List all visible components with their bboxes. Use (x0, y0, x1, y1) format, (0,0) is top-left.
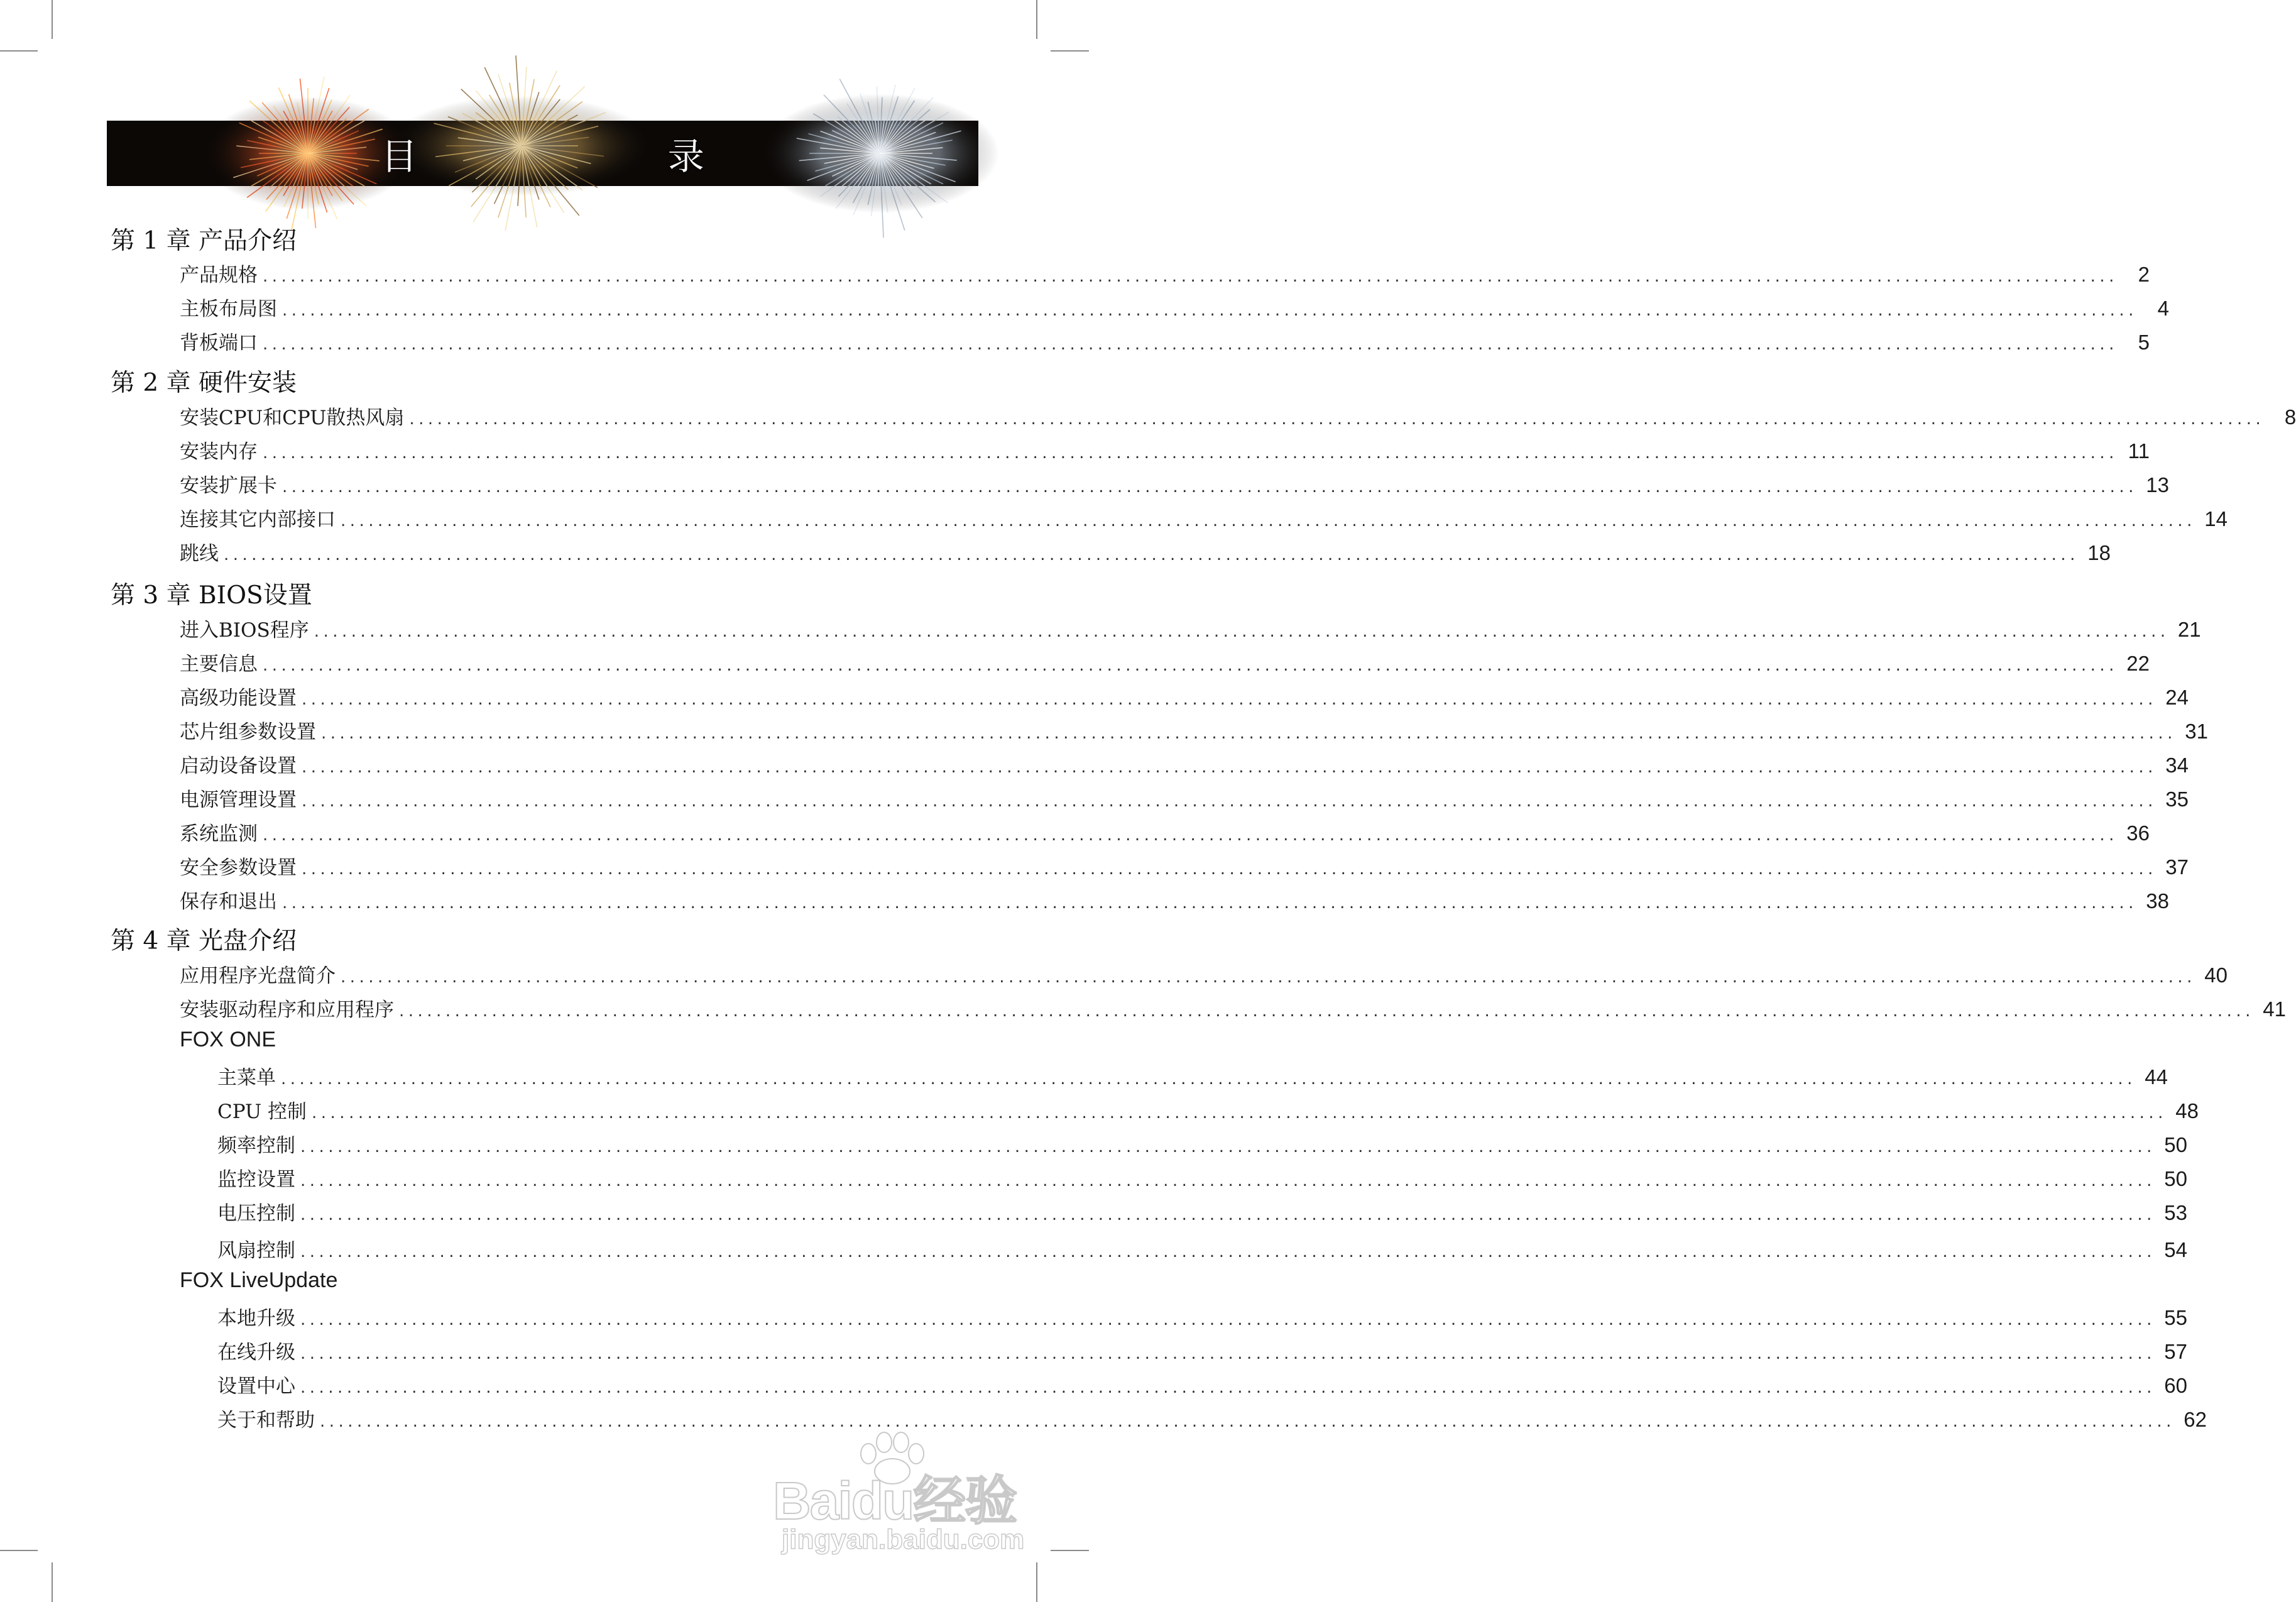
toc-entry-label: 跳线 (180, 542, 219, 565)
toc-page-number: 24 (2165, 686, 2189, 709)
toc-entry[interactable] (217, 1062, 2168, 1090)
toc-page-number: 53 (2164, 1201, 2187, 1224)
toc-entry[interactable] (180, 716, 2208, 744)
toc-entry-label: 产品规格 (180, 264, 258, 287)
toc-entry-label: 本地升级 (217, 1307, 295, 1330)
dot-leader: ........................................................................................................................................................................................................ (399, 1002, 2255, 1021)
toc-entry[interactable] (180, 960, 2228, 988)
toc-entry[interactable] (180, 402, 2296, 430)
toc-entry[interactable] (180, 436, 2150, 464)
dot-leader: ........................................................................................................................................................................................................ (302, 690, 2157, 709)
dot-leader: ........................................................................................................................................................................................................ (320, 1412, 2175, 1431)
toc-entry-label: 系统监测 (180, 823, 258, 845)
chapter-title: 第 2 章 硬件安装 (111, 369, 297, 397)
toc-entry[interactable] (180, 852, 2189, 880)
toc-entry-label: 电源管理设置 (180, 789, 297, 811)
toc-page-number: 2 (2138, 263, 2150, 286)
dot-leader: ........................................................................................................................................................................................................ (321, 724, 2177, 743)
toc-page-number: 22 (2126, 652, 2150, 675)
toc-page-number: 44 (2145, 1065, 2168, 1089)
toc-entry[interactable] (180, 327, 2150, 355)
toc-page-number: 36 (2126, 821, 2150, 845)
chapter-title: 第 1 章 产品介绍 (111, 227, 297, 255)
dot-leader: ........................................................................................................................................................................................................ (341, 512, 2196, 530)
toc-entry-label: 主要信息 (180, 653, 258, 676)
toc-entry[interactable] (180, 537, 2111, 566)
toc-page-number: 13 (2146, 473, 2169, 497)
toc-page-number: 14 (2204, 507, 2228, 530)
toc-entry[interactable] (217, 1163, 2187, 1192)
toc-entry-label: 安装CPU和CPU散热风扇 (180, 407, 405, 429)
toc-page-number: 31 (2185, 720, 2208, 743)
dot-leader: ........................................................................................................................................................................................................ (282, 301, 2138, 320)
toc-page-number: 50 (2164, 1133, 2187, 1156)
dot-leader: ........................................................................................................................................................................................................ (409, 410, 2265, 429)
dot-leader: ........................................................................................................................................................................................................ (302, 758, 2157, 777)
toc-entry[interactable] (180, 994, 2286, 1022)
toc-entry[interactable] (180, 750, 2189, 778)
toc-entry-label: 设置中心 (217, 1375, 295, 1398)
toc-entry-label: 进入BIOS程序 (180, 619, 309, 642)
toc-page-number: 37 (2165, 855, 2189, 879)
toc-entry[interactable] (180, 259, 2150, 287)
toc-page-number: 21 (2177, 618, 2201, 641)
toc-entry-label: 安装扩展卡 (180, 475, 277, 497)
chapter-heading (111, 576, 312, 611)
toc-entry-label: CPU 控制 (217, 1100, 307, 1123)
toc-page-number: 4 (2157, 297, 2169, 320)
dot-leader: ........................................................................................................................................................................................................ (282, 478, 2138, 497)
toc-entry[interactable] (217, 1302, 2187, 1330)
toc-entry[interactable] (217, 1095, 2199, 1124)
dot-leader: ........................................................................................................................................................................................................ (300, 1243, 2156, 1261)
toc-entry[interactable] (180, 614, 2201, 642)
toc-entry-label: 高级功能设置 (180, 687, 297, 710)
baidu-watermark (768, 1430, 1032, 1565)
dot-leader: ........................................................................................................................................................................................................ (302, 792, 2157, 811)
toc-entry-label: 安装内存 (180, 441, 258, 463)
toc-page-number: 35 (2165, 787, 2189, 811)
chapter-title: 第 4 章 光盘介绍 (111, 927, 297, 955)
toc-entry-label: 安装驱动程序和应用程序 (180, 999, 394, 1021)
toc-entry-label: 在线升级 (217, 1341, 295, 1364)
dot-leader: ........................................................................................................................................................................................................ (314, 622, 2170, 641)
chapter-heading (111, 921, 297, 957)
dot-leader: ........................................................................................................................................................................................................ (263, 444, 2118, 463)
dot-leader: ........................................................................................................................................................................................................ (300, 1344, 2156, 1363)
toc-page-number: 8 (2284, 405, 2296, 429)
toc-entry[interactable] (217, 1129, 2187, 1158)
chapter-heading (111, 221, 297, 256)
toc-entry[interactable] (180, 293, 2169, 321)
toc-entry[interactable] (180, 818, 2150, 846)
toc-entry-label: 连接其它内部接口 (180, 508, 336, 531)
dot-leader: ........................................................................................................................................................................................................ (281, 1070, 2136, 1089)
toc-subsection-heading: FOX LiveUpdate (180, 1268, 338, 1292)
toc-entry-label: 电压控制 (217, 1202, 295, 1225)
dot-leader: ........................................................................................................................................................................................................ (282, 894, 2138, 913)
toc-page-number: 38 (2146, 889, 2169, 913)
toc-page-number: 34 (2165, 754, 2189, 777)
toc-entry[interactable] (180, 784, 2189, 812)
toc-entry[interactable] (217, 1370, 2187, 1398)
dot-leader: ........................................................................................................................................................................................................ (341, 968, 2196, 987)
toc-entry-label: 频率控制 (217, 1134, 295, 1157)
toc-entry[interactable] (217, 1197, 2187, 1226)
toc-entry-label: 主菜单 (217, 1067, 276, 1089)
page-title: 目 录 (381, 135, 824, 178)
toc-page-number: 50 (2164, 1167, 2187, 1190)
watermark-brand: Baidu经验 (773, 1471, 1017, 1530)
dot-leader: ........................................................................................................................................................................................................ (300, 1138, 2156, 1156)
dot-leader: ........................................................................................................................................................................................................ (263, 826, 2118, 845)
toc-entry-label: 监控设置 (217, 1168, 295, 1191)
dot-leader: ........................................................................................................................................................................................................ (300, 1205, 2156, 1224)
toc-entry-label: 启动设备设置 (180, 755, 297, 777)
dot-leader: ........................................................................................................................................................................................................ (263, 335, 2118, 354)
toc-page-number: 41 (2263, 997, 2286, 1021)
toc-entry-label: 应用程序光盘简介 (180, 965, 336, 987)
chapter-title: 第 3 章 BIOS设置 (111, 581, 312, 610)
toc-subsection-heading: FOX ONE (180, 1028, 276, 1051)
dot-leader: ........................................................................................................................................................................................................ (300, 1171, 2156, 1190)
dot-leader: ........................................................................................................................................................................................................ (312, 1104, 2167, 1122)
dot-leader: ........................................................................................................................................................................................................ (300, 1310, 2156, 1329)
toc-entry-label: 风扇控制 (217, 1239, 295, 1262)
toc-entry[interactable] (180, 503, 2228, 532)
toc-entry[interactable] (217, 1336, 2187, 1364)
toc-page-number: 5 (2138, 331, 2150, 354)
toc-entry-label: 保存和退出 (180, 891, 277, 913)
toc-page-number: 60 (2164, 1374, 2187, 1397)
toc-entry[interactable] (180, 682, 2189, 710)
toc-page-number: 48 (2175, 1099, 2199, 1122)
toc-entry[interactable] (217, 1404, 2207, 1432)
toc-page-number: 57 (2164, 1340, 2187, 1363)
dot-leader: ........................................................................................................................................................................................................ (263, 656, 2118, 675)
watermark-url: jingyan.baidu.com (782, 1524, 1025, 1555)
toc-entry-label: 芯片组参数设置 (180, 721, 316, 743)
dot-leader: ........................................................................................................................................................................................................ (302, 860, 2157, 879)
dot-leader: ........................................................................................................................................................................................................ (263, 267, 2118, 286)
toc-entry-label: 主板布局图 (180, 298, 277, 321)
toc-page-number: 54 (2164, 1238, 2187, 1261)
toc-page-number: 55 (2164, 1306, 2187, 1329)
toc-entry[interactable] (217, 1234, 2187, 1263)
toc-entry-label: 安全参数设置 (180, 857, 297, 879)
chapter-heading (111, 363, 297, 398)
toc-entry[interactable] (180, 886, 2169, 914)
toc-entry[interactable] (180, 469, 2169, 498)
toc-page-number: 18 (2087, 541, 2111, 564)
toc-page-number: 11 (2128, 439, 2150, 463)
toc-entry-label: 关于和帮助 (217, 1409, 315, 1432)
toc-entry[interactable] (180, 648, 2150, 676)
dot-leader: ........................................................................................................................................................................................................ (300, 1378, 2156, 1397)
toc-page-number: 40 (2204, 963, 2228, 987)
toc-entry-label: 背板端口 (180, 332, 258, 354)
toc-page-number: 62 (2184, 1408, 2207, 1431)
dot-leader: ........................................................................................................................................................................................................ (224, 546, 2079, 564)
